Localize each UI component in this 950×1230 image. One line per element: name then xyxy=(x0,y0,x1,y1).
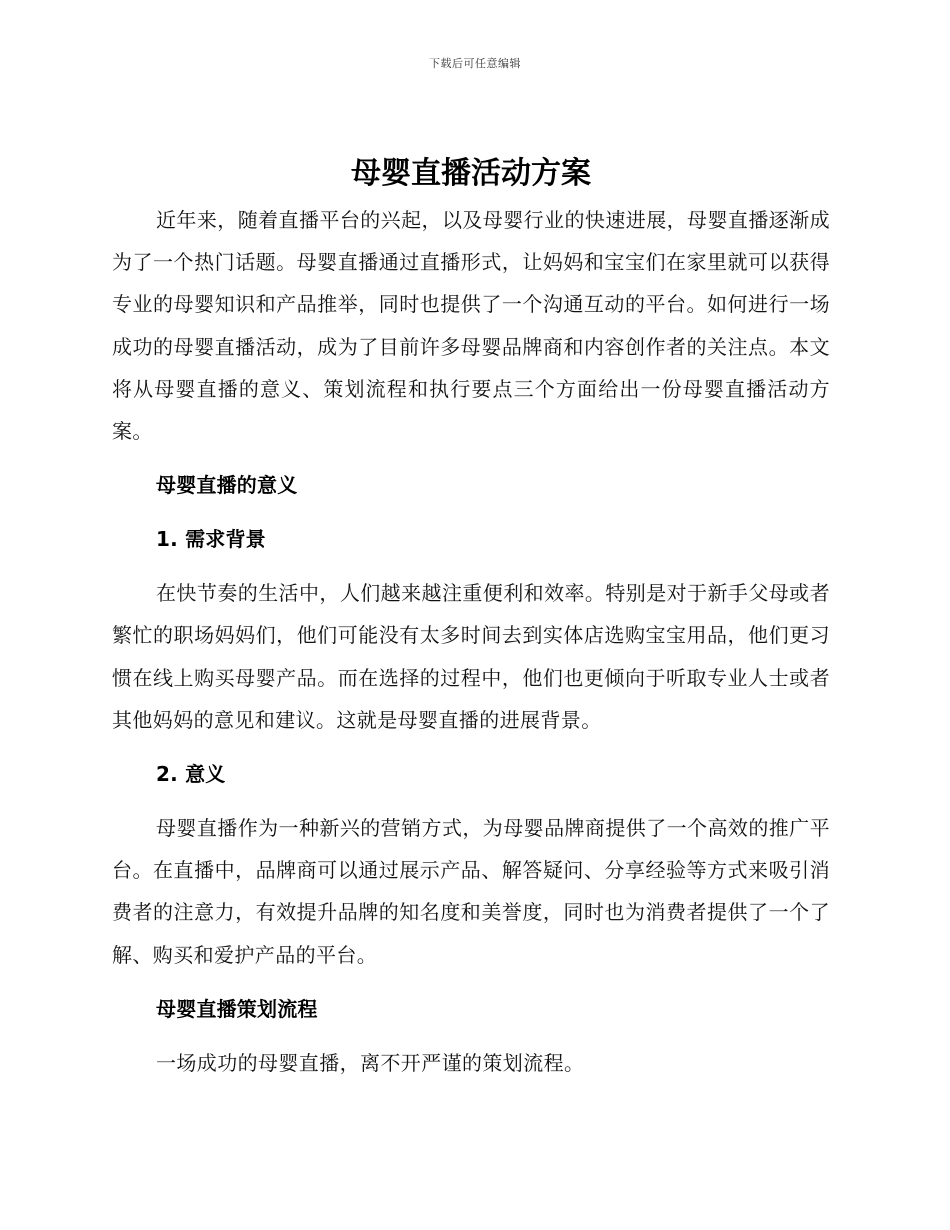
document-body xyxy=(112,152,830,1084)
intro-paragraph: 近年来，随着直播平台的兴起，以及母婴行业的快速进展，母婴直播逐渐成为了一个热门话题。母婴直播通过直播形式，让妈妈和宝宝们在家里就可以获得专业的母婴知识和产品推举，同时也提供了一个沟通互动的平台。如何进行一场成功的母婴直播活动，成为了目前许多母婴品牌商和内容创作者的关注点。本文将从母婴直播的意义、策划流程和执行要点三个方面给出一份母婴直播活动方案。 xyxy=(112,208,830,444)
subsection-heading-background: 1. 需求背景 xyxy=(156,527,266,552)
significance-paragraph: 母婴直播作为一种新兴的营销方式，为母婴品牌商提供了一个高效的推广平台。在直播中，品牌商可以通过展示产品、解答疑问、分享经验等方式来吸引消费者的注意力，有效提升品牌的知名度和美誉度，同时也为消费者提供了一个了解、购买和爱护产品的平台。 xyxy=(112,816,830,967)
background-paragraph: 在快节奏的生活中，人们越来越注重便利和效率。特别是对于新手父母或者繁忙的职场妈妈们，他们可能没有太多时间去到实体店选购宝宝用品，他们更习惯在线上购买母婴产品。而在选择的过程中，他们也更倾向于听取专业人士或者其他妈妈的意见和建议。这就是母婴直播的进展背景。 xyxy=(112,581,830,732)
page-header-note: 下载后可任意编辑 xyxy=(429,57,521,70)
planning-process-paragraph: 一场成功的母婴直播，离不开严谨的策划流程。 xyxy=(156,1050,585,1075)
section-heading-meaning: 母婴直播的意义 xyxy=(156,473,298,498)
section-heading-planning-process: 母婴直播策划流程 xyxy=(156,996,318,1021)
document-title: 母婴直播活动方案 xyxy=(351,156,591,191)
subsection-heading-significance: 2. 意义 xyxy=(156,762,226,787)
